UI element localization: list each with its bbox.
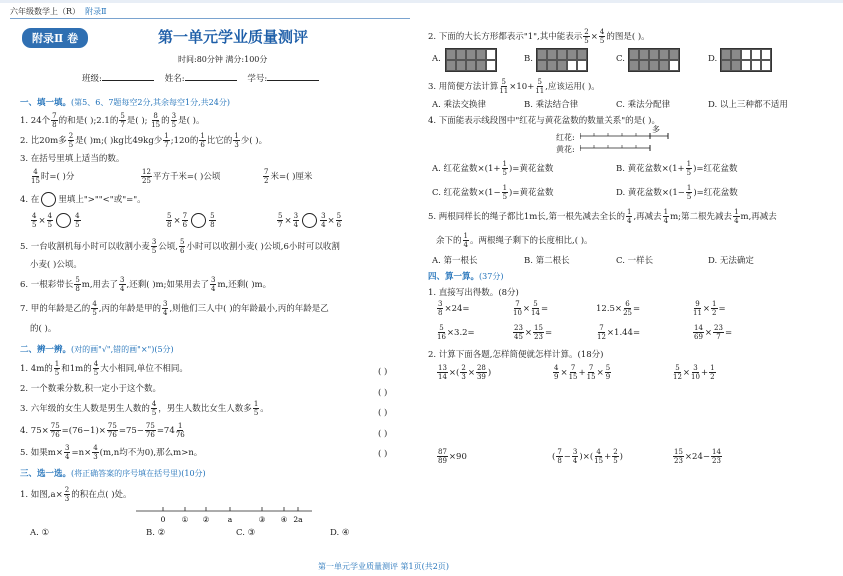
q1-4: 4. 在 里填上">""<"或"="。 — [20, 192, 146, 207]
page-title: 第一单元学业质量测评 — [158, 28, 309, 46]
red-label: 红花: — [556, 133, 575, 142]
q1-4-b: $\frac{5}{8}$ × $\frac{7}{6}$ $\frac{5}{8}$ — [167, 212, 215, 229]
q1-2: 2. 比20m多 $\frac{2}{5}$ 是( )m;( )kg比49kg少 $\frac{1}{7}$ ;120的 $\frac{1}{6}$ 比它的 $\frac{1}{3}$ 少( )。 — [20, 132, 268, 149]
page-footer: 第一单元学业质量测评 第1页(共2页) — [318, 562, 449, 571]
judge-answer-parens: ( ) ( ) ( ) ( ) ( ) — [378, 367, 388, 459]
axis-2a: 2a — [293, 515, 303, 524]
more-label: 多 — [652, 125, 660, 134]
axis-2: ② — [202, 515, 210, 524]
q1-3-b: $\frac{12}{25}$ 平方千米=( )公顷 — [142, 168, 221, 185]
calc-2-6: $\frac{15}{23}$ ×24− $\frac{14}{23}$ — [674, 448, 721, 465]
r-q3: 3. 用简便方法计算 $\frac{5}{11}$ ×10+ $\frac{5}{11}$ ,应该运用( )。 — [428, 78, 600, 95]
r-q5-d-opt: D. 无法确定 — [708, 256, 754, 266]
grid-c — [628, 48, 680, 72]
q1-7-b: 的( )。 — [30, 324, 57, 334]
judge-2: 2. 一个数乘分数,积一定小于这个数。 — [20, 384, 162, 394]
choice-1-a: A. ① — [30, 528, 50, 538]
r-q3-c: C. 乘法分配律 — [616, 100, 671, 110]
r-q4-a: A. 红花盆数×(1+ $\frac{1}{5}$ )=黄花盆数 — [432, 160, 554, 177]
opt-a-label: A. — [432, 54, 441, 64]
calc-2-5: ( $\frac{7}{8}$ − $\frac{3}{4}$ )×( $\frac{4}{15}$ + $\frac{2}{5}$ ) — [552, 448, 623, 465]
calc-1-1: $\frac{3}{8}$ ×24= — [438, 300, 470, 317]
top-strip — [0, 0, 843, 3]
r-q4-c: C. 红花盆数×(1− $\frac{1}{5}$ )=黄花盆数 — [432, 184, 554, 201]
calc-1-8: $\frac{14}{69}$ × $\frac{23}{7}$ = — [694, 324, 733, 341]
choice-1: 1. 如图,a× $\frac{2}{3}$ 的积在点( )处。 — [20, 486, 132, 503]
r-q5-b-opt: B. 第二根长 — [524, 256, 570, 266]
time-score: 时间:80分钟 满分:100分 — [178, 55, 268, 64]
axis-1: ① — [181, 515, 189, 524]
r-q3-a: A. 乘法交换律 — [432, 100, 487, 110]
r-q3-b: B. 乘法结合律 — [524, 100, 579, 110]
r-q4-b: B. 黄花盆数×(1+ $\frac{1}{5}$ )=红花盆数 — [616, 160, 738, 177]
opt-c-label: C. — [616, 54, 625, 64]
choice-1-d: D. ④ — [330, 528, 350, 538]
judge-5: 5. 如果m× $\frac{3}{4}$ =n× $\frac{4}{3}$ (m,n均不为0),那么m>n。 — [20, 444, 203, 461]
calc-2-1: $\frac{13}{14}$ ×( $\frac{2}{3}$ × $\frac{28}{39}$ ) — [438, 364, 492, 381]
grid-a — [445, 48, 497, 72]
section4-heading: 四、算一算。(37分) — [428, 272, 504, 282]
r-q5: 5. 两根同样长的绳子都比1m长,第一根先减去全长的 $\frac{1}{4}$ ,再减去 $\frac{1}{4}$ m;第二根先减去 $\frac{1}{4}$ m,再减去 — [428, 208, 777, 225]
calc-1-7: $\frac{7}{12}$ ×1.44= — [597, 324, 641, 341]
choice-1-b: B. ② — [146, 528, 166, 538]
opt-b-label: B. — [524, 54, 533, 64]
section1-heading: 一、填一填。(第5、6、7题每空2分,其余每空1分,共24分) — [20, 98, 230, 108]
axis-0: 0 — [160, 515, 166, 524]
student-info: 班级: 姓名: 学号: — [82, 72, 319, 84]
q1-5: 5. 一台收割机每小时可以收割小麦 $\frac{3}{5}$ 公顷, $\frac{5}{6}$ 小时可以收割小麦( )公顷,6小时可以收割 — [20, 238, 340, 255]
grid-b — [536, 48, 588, 72]
yellow-label: 黄花: — [556, 145, 575, 154]
choice-1-c: C. ③ — [236, 528, 256, 538]
appendix-badge: 附录Ⅱ 卷 — [22, 28, 88, 48]
calc-2-title: 2. 计算下面各题,怎样简便就怎样计算。(18分) — [428, 350, 604, 360]
r-q4: 4. 下面能表示线段图中"红花与黄花盆数的数量关系"的是( )。 — [428, 116, 660, 126]
opt-d-label: D. — [708, 54, 718, 64]
calc-1-2: $\frac{7}{10}$ × $\frac{5}{14}$ = — [513, 300, 549, 317]
r-q5-c-opt: C. 一样长 — [616, 256, 654, 266]
section2-heading: 二、辨一辨。(对的画"√",错的画"×")(5分) — [20, 345, 174, 355]
section3-heading: 三、选一选。(将正确答案的序号填在括号里)(10分) — [20, 469, 206, 479]
r-q2: 2. 下面的大长方形都表示"1",其中能表示 $\frac{2}{5}$ × $\frac{4}{5}$ 的图是( )。 — [428, 28, 650, 45]
calc-2-4: $\frac{87}{89}$ ×90 — [438, 448, 467, 465]
calc-1-6: $\frac{23}{45}$ × $\frac{15}{23}$ = — [514, 324, 553, 341]
q1-4-a: $\frac{4}{5}$ × $\frac{4}{5}$ $\frac{4}{5}$ — [32, 212, 80, 229]
calc-1-5: $\frac{5}{16}$ ×3.2= — [437, 324, 475, 341]
r-q4-d: D. 黄花盆数×(1− $\frac{1}{5}$ )=红花盆数 — [616, 184, 738, 201]
q1-4-c: $\frac{5}{7}$ × $\frac{3}{4}$ $\frac{3}{4}$ × $\frac{5}{6}$ — [278, 212, 342, 229]
calc-1-title: 1. 直接写出得数。(8分) — [428, 288, 519, 298]
axis-3: ③ — [258, 515, 266, 524]
axis-a: a — [227, 515, 233, 524]
number-line — [136, 505, 316, 529]
judge-4: 4. 75× $\frac{75}{76}$ =(76−1)× $\frac{75}{76}$ =75− $\frac{75}{76}$ =74 $\frac{1}{76}$ — [20, 422, 185, 439]
q1-3-c: $\frac{7}{2}$ 米=( )厘米 — [264, 168, 313, 185]
calc-1-4: $\frac{9}{11}$ × $\frac{1}{2}$ = — [693, 300, 726, 317]
axis-4: ④ — [280, 515, 288, 524]
r-q3-d: D. 以上三种都不适用 — [708, 100, 788, 110]
book-label: 六年级数学上（R） 附录Ⅱ — [10, 7, 107, 16]
r-q5-a-opt: A. 第一根长 — [432, 256, 478, 266]
q1-7: 7. 甲的年龄是乙的 $\frac{4}{5}$ ,丙的年龄是甲的 $\frac{3}{4}$ ,则他们三人中( )的年龄最小,丙的年龄是乙 — [20, 300, 329, 317]
judge-3: 3. 六年级的女生人数是男生人数的 $\frac{4}{5}$ ，男生人数比女生人数多 $\frac{1}{5}$ 。 — [20, 400, 269, 417]
grid-d — [720, 48, 772, 72]
judge-1: 1. 4m的 $\frac{1}{5}$ 和1m的 $\frac{4}{5}$ 大小相同,单位不相同。 — [20, 360, 188, 377]
q1-3: 3. 在括号里填上适当的数。 — [20, 154, 125, 164]
r-q5-b: 余下的 $\frac{1}{4}$ 。两根绳子剩下的长度相比,( )。 — [436, 232, 593, 249]
calc-2-2: $\frac{4}{9}$ × $\frac{7}{15}$ + $\frac{7}{15}$ × $\frac{5}{9}$ — [554, 364, 611, 381]
q1-3-a: $\frac{4}{15}$ 时=( )分 — [31, 168, 75, 185]
q1-1: 1. 24个 $\frac{7}{8}$ 的和是( );2.1的 $\frac{5}{7}$ 是( ); $\frac{8}{15}$ 的 $\frac{3}{5}$ 是( )。 — [20, 112, 205, 129]
q1-5-b: 小麦( )公顷。 — [30, 260, 82, 270]
calc-2-3: $\frac{5}{12}$ × $\frac{3}{10}$ + $\frac{1}{2}$ — [673, 364, 715, 381]
calc-1-3: 12.5× $\frac{6}{25}$ = — [596, 300, 641, 317]
q1-6: 6. 一根彩带长 $\frac{5}{8}$ m,用去了 $\frac{3}{4}$ ,还剩( )m;如果用去了 $\frac{3}{4}$ m,还剩( )m。 — [20, 276, 272, 293]
header-rule — [10, 18, 410, 19]
segment-diagram — [580, 130, 680, 154]
